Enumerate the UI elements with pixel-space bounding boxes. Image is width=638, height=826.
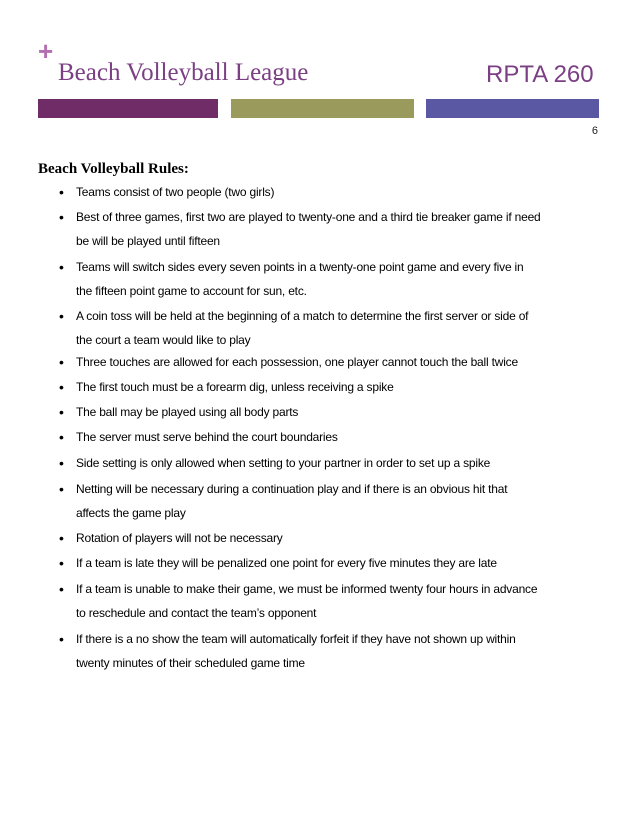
rule-text — [76, 526, 604, 550]
rule-line: to reschedule and contact the team’s opponent — [76, 606, 317, 620]
rule-item — [59, 255, 604, 303]
rule-text — [76, 350, 604, 374]
rule-line: the court a team would like to play — [76, 333, 251, 347]
rule-line: Netting will be necessary during a continuation play and if there is an obvious hit that — [76, 482, 508, 496]
bullet-icon: • — [59, 404, 64, 420]
bullet-icon: • — [59, 184, 64, 200]
rule-item — [59, 627, 604, 675]
bullet-icon: • — [59, 581, 64, 597]
rule-line: affects the game play — [76, 506, 186, 520]
bullet-icon: • — [59, 555, 64, 571]
bullet-icon: • — [59, 354, 64, 370]
rule-item — [59, 551, 604, 575]
rule-item — [59, 205, 604, 253]
bullet-icon: • — [59, 379, 64, 395]
header-band-olive — [231, 99, 414, 118]
rule-line: twenty minutes of their scheduled game time — [76, 656, 305, 670]
rule-text — [76, 375, 604, 399]
rule-line: A coin toss will be held at the beginning of a match to determine the first server or side of — [76, 309, 529, 323]
rule-text — [76, 477, 604, 525]
rule-line: The first touch must be a forearm dig, unless receiving a spike — [76, 380, 394, 394]
rule-text — [76, 451, 604, 475]
bullet-icon: • — [59, 429, 64, 445]
rule-text — [76, 180, 604, 204]
rule-line: Teams consist of two people (two girls) — [76, 185, 275, 199]
header-band-blue — [426, 99, 599, 118]
rule-line: If a team is late they will be penalized one point for every five minutes they are late — [76, 556, 497, 570]
rule-line: be will be played until fifteen — [76, 234, 220, 248]
bullet-icon: • — [59, 259, 64, 275]
rule-item — [59, 477, 604, 525]
rule-text — [76, 425, 604, 449]
rule-line: the fifteen point game to account for sun, etc. — [76, 284, 307, 298]
bullet-icon: • — [59, 481, 64, 497]
rule-text — [76, 255, 604, 303]
rule-line: If a team is unable to make their game, we must be informed twenty four hours in advance — [76, 582, 538, 596]
rule-line: Rotation of players will not be necessary — [76, 531, 283, 545]
header-band-purple — [38, 99, 218, 118]
rule-text — [76, 577, 604, 625]
bullet-icon: • — [59, 455, 64, 471]
rule-text — [76, 551, 604, 575]
rule-item — [59, 375, 604, 399]
rule-item — [59, 304, 604, 352]
rule-text — [76, 205, 604, 253]
rule-line: Teams will switch sides every seven points in a twenty-one point game and every five in — [76, 260, 524, 274]
bullet-icon: • — [59, 308, 64, 324]
rule-line: The server must serve behind the court boundaries — [76, 430, 338, 444]
plus-icon: + — [38, 36, 54, 66]
rule-item — [59, 451, 604, 475]
course-code: RPTA 260 — [486, 61, 594, 88]
rule-item — [59, 350, 604, 374]
bullet-icon: • — [59, 530, 64, 546]
rule-line: Best of three games, first two are played to twenty-one and a third tie breaker game if need — [76, 210, 541, 224]
rule-line: The ball may be played using all body parts — [76, 405, 299, 419]
rule-text — [76, 627, 604, 675]
rule-line: Three touches are allowed for each possession, one player cannot touch the ball twice — [76, 355, 518, 369]
rule-line: If there is a no show the team will automatically forfeit if they have not shown up within — [76, 632, 516, 646]
rule-item — [59, 180, 604, 204]
page-title: Beach Volleyball League — [58, 59, 309, 86]
rule-item — [59, 425, 604, 449]
rule-item — [59, 400, 604, 424]
bullet-icon: • — [59, 209, 64, 225]
rule-line: Side setting is only allowed when setting to your partner in order to set up a spike — [76, 456, 491, 470]
rule-item — [59, 577, 604, 625]
page-number: 6 — [591, 125, 598, 137]
rule-text — [76, 400, 604, 424]
rule-item — [59, 526, 604, 550]
rules-heading: Beach Volleyball Rules: — [38, 161, 189, 177]
bullet-icon: • — [59, 631, 64, 647]
rule-text — [76, 304, 604, 352]
